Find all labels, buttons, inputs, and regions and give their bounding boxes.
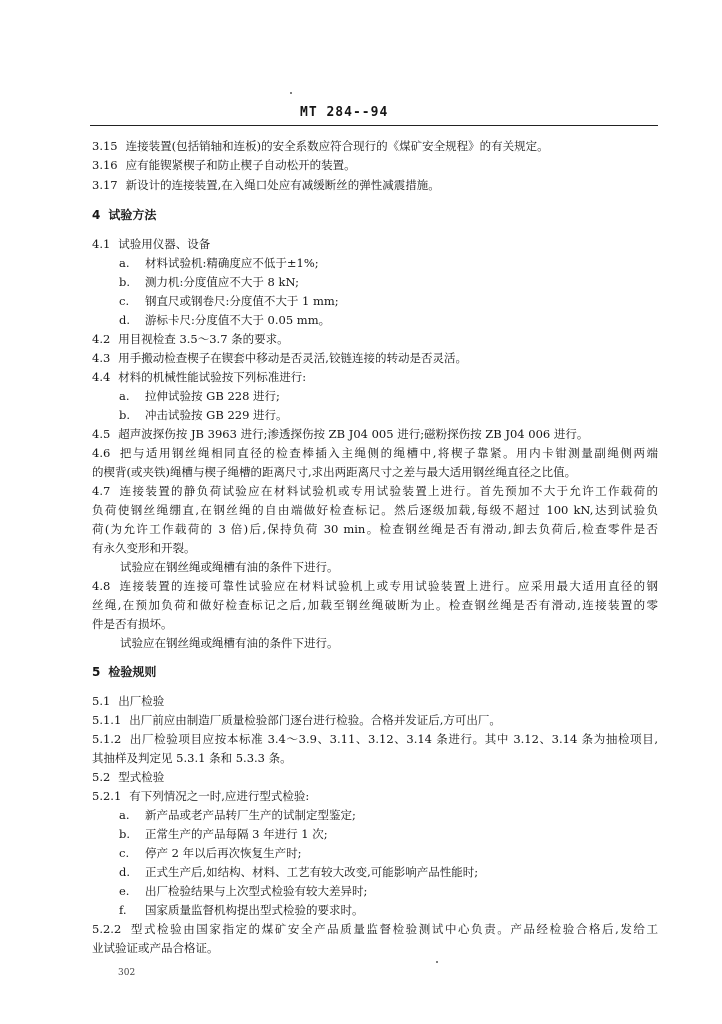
clause-4-6: 4.6 把与适用钢丝绳相同直径的检查棒插入主绳侧的绳槽中,将楔子靠紧。用内卡钳测量副绳侧两端 — [92, 446, 658, 460]
clause-4-7-cont: 有永久变形和开裂。 — [92, 541, 196, 555]
scan-speck — [290, 92, 292, 94]
clause-4-1: 4.1 试验用仪器、设备 — [92, 237, 211, 251]
clause-4-8-cont: 件是否有损坏。 — [92, 617, 173, 631]
list-item-4-1-c: c. 钢直尺或钢卷尺:分度值不大于 1 mm; — [119, 294, 339, 308]
section-4-heading: 4 试验方法 — [92, 208, 157, 222]
list-item-5-2-1-d: d. 正式生产后,如结构、材料、工艺有较大改变,可能影响产品性能时; — [119, 865, 479, 879]
clause-3-16: 3.16 应有能锲紧楔子和防止楔子自动松开的装置。 — [92, 158, 356, 172]
clause-4-7-cont: 荷(为允许工作载荷的 3 倍)后,保持负荷 30 min。检查钢丝绳是否有滑动,卸去负荷后,检查零件是否 — [92, 522, 658, 536]
standard-code-header: MT 284--94 — [300, 105, 389, 120]
clause-4-6-cont: 的楔背(或夹铁)绳槽与楔子绳槽的距离尺寸,求出两距离尺寸之差与最大适用钢丝绳直径之比值。 — [92, 465, 577, 479]
clause-5-2-2-cont: 业试验证或产品合格证。 — [92, 941, 219, 955]
clause-4-2: 4.2 用目视检查 3.5～3.7 条的要求。 — [92, 332, 289, 346]
list-item-4-4-a: a. 拉伸试验按 GB 228 进行; — [119, 389, 280, 403]
clause-4-7-cont: 负荷使钢丝绳绷直,在钢丝绳的自由端做好检查标记。然后逐级加载,每级不超过 100 kN,达到试验负 — [92, 503, 658, 517]
clause-3-15: 3.15 连接装置(包括销轴和连板)的安全系数应符合现行的《煤矿安全规程》的有关规定。 — [92, 139, 549, 153]
list-item-4-4-b: b. 冲击试验按 GB 229 进行。 — [119, 408, 288, 422]
clause-5-2-2: 5.2.2 型式检验由国家指定的煤矿安全产品质量监督检验测试中心负责。产品经检验合格后,发给工 — [92, 922, 658, 936]
list-item-4-1-a: a. 材料试验机:精确度应不低于±1%; — [119, 256, 319, 270]
list-item-5-2-1-a: a. 新产品或老产品转厂生产的试制定型鉴定; — [119, 808, 356, 822]
section-5-heading: 5 检验规则 — [92, 665, 157, 679]
clause-5-1-1: 5.1.1 出厂前应由制造厂质量检验部门逐台进行检验。合格并发证后,方可出厂。 — [92, 713, 501, 727]
clause-4-8-note: 试验应在钢丝绳或绳槽有油的条件下进行。 — [120, 636, 339, 650]
page-number: 302 — [118, 968, 136, 978]
scan-speck — [436, 961, 438, 963]
clause-5-1-2: 5.1.2 出厂检验项目应按本标准 3.4～3.9、3.11、3.12、3.14 条进行。其中 3.12、3.14 条为抽检项目, — [92, 732, 658, 746]
clause-5-2-1: 5.2.1 有下列情况之一时,应进行型式检验: — [92, 789, 310, 803]
clause-4-4: 4.4 材料的机械性能试验按下列标准进行: — [92, 370, 307, 384]
clause-4-5: 4.5 超声波探伤按 JB 3963 进行;渗透探伤按 ZB J04 005 进行;磁粉探伤按 ZB J04 006 进行。 — [92, 427, 589, 441]
list-item-4-1-b: b. 测力机:分度值应不大于 8 kN; — [119, 275, 299, 289]
clause-5-2: 5.2 型式检验 — [92, 770, 165, 784]
list-item-5-2-1-e: e. 出厂检验结果与上次型式检验有较大差异时; — [119, 884, 368, 898]
header-rule — [90, 125, 658, 126]
list-item-4-1-d: d. 游标卡尺:分度值不大于 0.05 mm。 — [119, 313, 331, 327]
list-item-5-2-1-f: f. 国家质量监督机构提出型式检验的要求时。 — [119, 903, 364, 917]
list-item-5-2-1-b: b. 正常生产的产品每隔 3 年进行 1 次; — [119, 827, 328, 841]
list-item-5-2-1-c: c. 停产 2 年以后再次恢复生产时; — [119, 846, 302, 860]
clause-4-8-cont: 丝绳,在预加负荷和做好检查标记之后,加载至钢丝绳破断为止。检查钢丝绳是否有滑动,连接装置的零 — [92, 598, 658, 612]
clause-4-8: 4.8 连接装置的连接可靠性试验应在材料试验机上或专用试验装置上进行。应采用最大适用直径的钢 — [92, 579, 658, 593]
clause-4-3: 4.3 用手搬动检查楔子在锲套中移动是否灵活,铰链连接的转动是否灵活。 — [92, 351, 467, 365]
clause-5-1-2-cont: 其抽样及判定见 5.3.1 条和 5.3.3 条。 — [92, 751, 292, 765]
clause-4-7-note: 试验应在钢丝绳或绳槽有油的条件下进行。 — [120, 560, 339, 574]
clause-4-7: 4.7 连接装置的静负荷试验应在材料试验机或专用试验装置上进行。首先预加不大于允许工作载荷的 — [92, 484, 658, 498]
clause-3-17: 3.17 新设计的连接装置,在入绳口处应有减缓断丝的弹性减震措施。 — [92, 178, 440, 192]
clause-5-1: 5.1 出厂检验 — [92, 694, 165, 708]
